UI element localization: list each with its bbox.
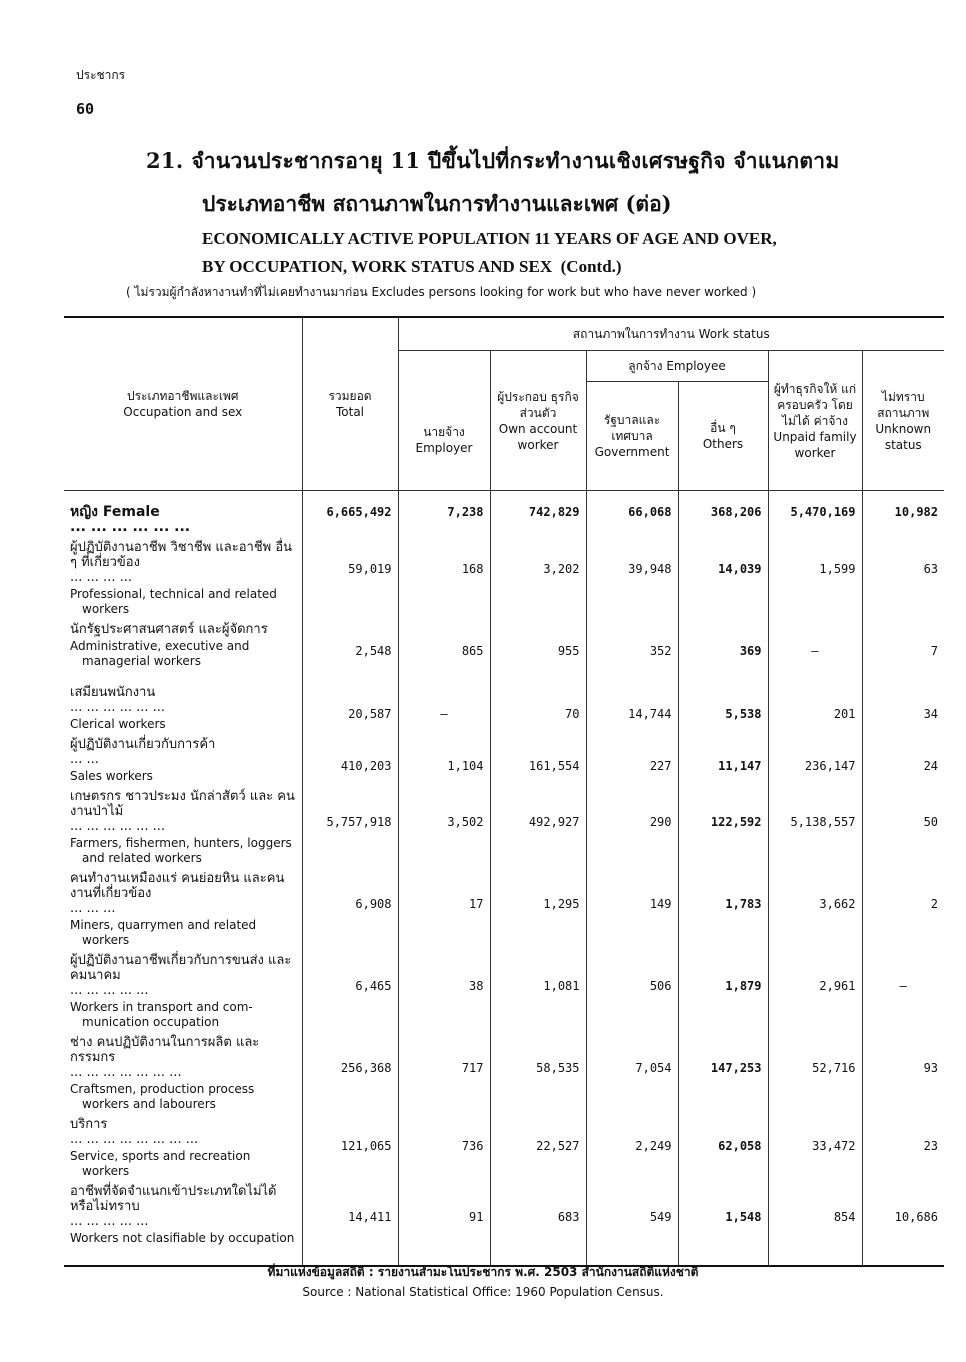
cell-government: 549	[586, 1180, 678, 1266]
table-body	[64, 491, 944, 1267]
row-label	[64, 733, 302, 785]
cell-employer: 865	[398, 618, 490, 681]
table-row	[64, 618, 944, 681]
row-label-en: Farmers, fishermen, hunters, loggers and related workers	[70, 836, 292, 865]
table-row	[64, 867, 944, 949]
row-leader-dots: ... ... ... ... ... ...	[70, 700, 166, 715]
cell-government: 14,744	[586, 681, 678, 733]
header-own-account-en: Own account worker	[498, 421, 578, 452]
table-row	[64, 536, 944, 618]
cell-government: 227	[586, 733, 678, 785]
cell-own: 683	[490, 1180, 586, 1266]
row-leader-dots: ... ... ... ... ...	[70, 983, 149, 998]
header-employer-en: Employer	[415, 440, 473, 455]
cell-employer: 3,502	[398, 785, 490, 867]
cell-total: 410,203	[302, 733, 398, 785]
row-leader-dots: ... ...	[70, 752, 99, 767]
statistics-table	[64, 316, 944, 1267]
cell-own: 955	[490, 618, 586, 681]
row-label-en: Service, sports and recreation workers	[70, 1149, 251, 1178]
cell-total: 6,465	[302, 949, 398, 1031]
cell-employer: —	[398, 681, 490, 733]
header-total-en: Total	[335, 405, 365, 419]
cell-unknown: 7	[862, 618, 944, 681]
cell-total: 5,757,918	[302, 785, 398, 867]
table-header	[64, 317, 944, 491]
row-label	[64, 785, 302, 867]
row-label	[64, 681, 302, 733]
exclusion-note: ( ไม่รวมผู้กำลังหางานทำที่ไม่เคยทำงานมาก่อน Excludes persons looking for work but who have never worked )	[126, 285, 757, 299]
cell-government: 7,054	[586, 1031, 678, 1113]
row-leader-dots: ... ... ... ... ... ... ...	[70, 1065, 182, 1080]
table-row	[64, 949, 944, 1031]
cell-own: 742,829	[490, 491, 586, 537]
header-government	[586, 382, 678, 491]
row-label-th: ผู้ปฏิบัติงานอาชีพเกี่ยวกับการขนส่ง และคมนาคม	[70, 953, 292, 983]
header-own-account-th: ผู้ประกอบ ธุรกิจส่วนตัว	[497, 389, 579, 420]
cell-government: 2,249	[586, 1113, 678, 1180]
row-leader-dots: ... ... ... ... ... ...	[70, 519, 191, 535]
cell-unpaid: 2,961	[768, 949, 862, 1031]
cell-unknown: 50	[862, 785, 944, 867]
cell-employer: 168	[398, 536, 490, 618]
row-label-en: Clerical workers	[70, 717, 166, 731]
cell-unpaid: 52,716	[768, 1031, 862, 1113]
table-row	[64, 785, 944, 867]
table-row	[64, 1113, 944, 1180]
cell-own: 1,081	[490, 949, 586, 1031]
row-label	[64, 536, 302, 618]
row-leader-dots: ... ... ... ... ...	[70, 1214, 149, 1229]
source-note	[0, 1262, 966, 1302]
cell-unknown: 24	[862, 733, 944, 785]
row-label-th: หญิง Female	[70, 504, 160, 520]
cell-unknown: 2	[862, 867, 944, 949]
cell-employer: 38	[398, 949, 490, 1031]
header-unknown	[862, 351, 944, 491]
cell-own: 58,535	[490, 1031, 586, 1113]
cell-government: 149	[586, 867, 678, 949]
cell-others: 5,538	[678, 681, 768, 733]
cell-others: 11,147	[678, 733, 768, 785]
row-label-th: นักรัฐประศาสนศาสตร์ และผู้จัดการ	[70, 622, 268, 637]
cell-others: 122,592	[678, 785, 768, 867]
cell-unknown: 93	[862, 1031, 944, 1113]
header-own-account	[490, 351, 586, 491]
header-total-th: รวมยอด	[328, 389, 372, 403]
cell-government: 39,948	[586, 536, 678, 618]
row-label-th: คนทำงานเหมืองแร่ คนย่อยหิน และคนงานที่เกี่ยวข้อง	[70, 871, 285, 901]
source-thai: ที่มาแห่งข้อมูลสถิติ : รายงานสำมะโนประชากร พ.ศ. 2503 สำนักงานสถิติแห่งชาติ	[267, 1265, 699, 1279]
header-unknown-en: Unknown status	[875, 421, 932, 452]
header-others	[678, 382, 768, 491]
cell-unpaid: 201	[768, 681, 862, 733]
row-label-en: Professional, technical and related workers	[70, 587, 277, 616]
title-thai-text-1: จำนวนประชากรอายุ 11 ปีขึ้นไปที่กระทำงานเชิงเศรษฐกิจ จำแนกตาม	[191, 148, 840, 173]
cell-unpaid: 1,599	[768, 536, 862, 618]
title-english-text-2: BY OCCUPATION, WORK STATUS AND SEX	[202, 257, 553, 276]
cell-unpaid: 33,472	[768, 1113, 862, 1180]
cell-employer: 91	[398, 1180, 490, 1266]
cell-unpaid: 854	[768, 1180, 862, 1266]
cell-government: 66,068	[586, 491, 678, 537]
title-english-line-1: ECONOMICALLY ACTIVE POPULATION 11 YEARS OF AGE AND OVER,	[202, 229, 777, 248]
header-work-status: สถานภาพในการทำงาน Work status	[398, 317, 944, 351]
row-label-th: เสมียนพนักงาน	[70, 685, 156, 700]
cell-total: 2,548	[302, 618, 398, 681]
row-label-en: Administrative, executive and managerial workers	[70, 639, 250, 668]
header-others-en: Others	[702, 437, 744, 451]
header-others-th: อื่น ๆ	[710, 421, 736, 435]
row-label-en: Sales workers	[70, 769, 153, 783]
cell-own: 1,295	[490, 867, 586, 949]
cell-total: 6,908	[302, 867, 398, 949]
table-row	[64, 681, 944, 733]
header-employee: ลูกจ้าง Employee	[586, 351, 768, 382]
header-unpaid-family-en: Unpaid family worker	[773, 429, 857, 460]
row-label	[64, 1180, 302, 1266]
cell-employer: 736	[398, 1113, 490, 1180]
table-row	[64, 733, 944, 785]
title-english-line-2	[202, 253, 906, 281]
header-government-en: Government	[594, 445, 670, 459]
cell-government: 506	[586, 949, 678, 1031]
row-leader-dots: ... ... ...	[70, 901, 116, 916]
cell-others: 1,548	[678, 1180, 768, 1266]
cell-others: 368,206	[678, 491, 768, 537]
cell-unknown: —	[862, 949, 944, 1031]
cell-unpaid: —	[768, 618, 862, 681]
header-occupation	[64, 317, 302, 491]
table-row	[64, 1180, 944, 1266]
cell-own: 70	[490, 681, 586, 733]
cell-total: 256,368	[302, 1031, 398, 1113]
table-row-female	[64, 491, 944, 537]
row-label-en: Craftsmen, production process workers and labourers	[70, 1082, 255, 1111]
row-label	[64, 949, 302, 1031]
cell-own: 22,527	[490, 1113, 586, 1180]
cell-own: 161,554	[490, 733, 586, 785]
table-number: 21.	[146, 148, 184, 173]
row-label-en: Miners, quarrymen and related workers	[70, 918, 257, 947]
row-label-th: อาชีพที่จัดจำแนกเข้าประเภทใดไม่ได้ หรือไม่ทราบ	[70, 1184, 277, 1214]
cell-employer: 717	[398, 1031, 490, 1113]
title-thai-line-2: ประเภทอาชีพ สถานภาพในการทำงานและเพศ (ต่อ)	[202, 191, 672, 216]
row-label	[64, 491, 302, 537]
cell-employer: 7,238	[398, 491, 490, 537]
cell-others: 147,253	[678, 1031, 768, 1113]
cell-unpaid: 5,470,169	[768, 491, 862, 537]
cell-government: 290	[586, 785, 678, 867]
cell-total: 20,587	[302, 681, 398, 733]
cell-others: 369	[678, 618, 768, 681]
cell-unpaid: 3,662	[768, 867, 862, 949]
cell-unknown: 34	[862, 681, 944, 733]
page-number: 60	[76, 100, 95, 118]
header-employer-th: นายจ้าง	[423, 424, 465, 439]
cell-unpaid: 236,147	[768, 733, 862, 785]
title-contd: (Contd.)	[560, 257, 622, 276]
row-label-th: ผู้ปฏิบัติงานเกี่ยวกับการค้า	[70, 737, 216, 752]
cell-unknown: 63	[862, 536, 944, 618]
cell-others: 62,058	[678, 1113, 768, 1180]
header-government-th: รัฐบาลและ เทศบาล	[603, 413, 661, 443]
header-unpaid-family-th: ผู้ทำธุรกิจให้ แก่ครอบครัว โดยไม่ได้ ค่าจ้าง	[773, 381, 857, 428]
row-label	[64, 1113, 302, 1180]
row-label-th: เกษตรกร ชาวประมง นักล่าสัตว์ และ คนงานป่าไม้	[70, 789, 295, 819]
header-occupation-en: Occupation and sex	[123, 405, 243, 419]
row-label	[64, 1031, 302, 1113]
header-unknown-th: ไม่ทราบ สถานภาพ	[877, 389, 930, 420]
cell-total: 59,019	[302, 536, 398, 618]
table-title	[146, 145, 906, 281]
row-label-en: Workers in transport and com- munication occupation	[70, 1000, 253, 1029]
row-leader-dots: ... ... ... ...	[70, 570, 132, 585]
cell-total: 121,065	[302, 1113, 398, 1180]
row-label-th: บริการ	[70, 1117, 108, 1132]
cell-own: 3,202	[490, 536, 586, 618]
table-row	[64, 1031, 944, 1113]
row-label	[64, 867, 302, 949]
row-label-en: Workers not clasifiable by occupation	[70, 1231, 295, 1245]
cell-employer: 17	[398, 867, 490, 949]
cell-employer: 1,104	[398, 733, 490, 785]
cell-others: 1,783	[678, 867, 768, 949]
cell-unknown: 10,686	[862, 1180, 944, 1266]
cell-government: 352	[586, 618, 678, 681]
cell-own: 492,927	[490, 785, 586, 867]
cell-others: 14,039	[678, 536, 768, 618]
header-employer	[398, 351, 490, 491]
row-label-th: ผู้ปฏิบัติงานอาชีพ วิชาชีพ และอาชีพ อื่น ๆ ที่เกี่ยวข้อง	[70, 540, 293, 570]
header-unpaid-family	[768, 351, 862, 491]
header-total	[302, 317, 398, 491]
cell-unpaid: 5,138,557	[768, 785, 862, 867]
title-thai-line-1	[146, 145, 906, 178]
row-label	[64, 618, 302, 681]
cell-unknown: 23	[862, 1113, 944, 1180]
row-leader-dots: ... ... ... ... ... ... ... ...	[70, 1132, 199, 1147]
row-label-th: ช่าง คนปฏิบัติงานในการผลิต และ กรรมกร	[70, 1035, 260, 1065]
source-english: Source : National Statistical Office: 1960 Population Census.	[302, 1285, 664, 1299]
cell-unknown: 10,982	[862, 491, 944, 537]
cell-others: 1,879	[678, 949, 768, 1031]
cell-total: 6,665,492	[302, 491, 398, 537]
cell-total: 14,411	[302, 1180, 398, 1266]
header-occupation-th: ประเภทอาชีพและเพศ	[126, 389, 239, 403]
running-head: ประชากร	[76, 68, 126, 82]
title-english	[202, 225, 906, 281]
row-leader-dots: ... ... ... ... ... ...	[70, 819, 166, 834]
